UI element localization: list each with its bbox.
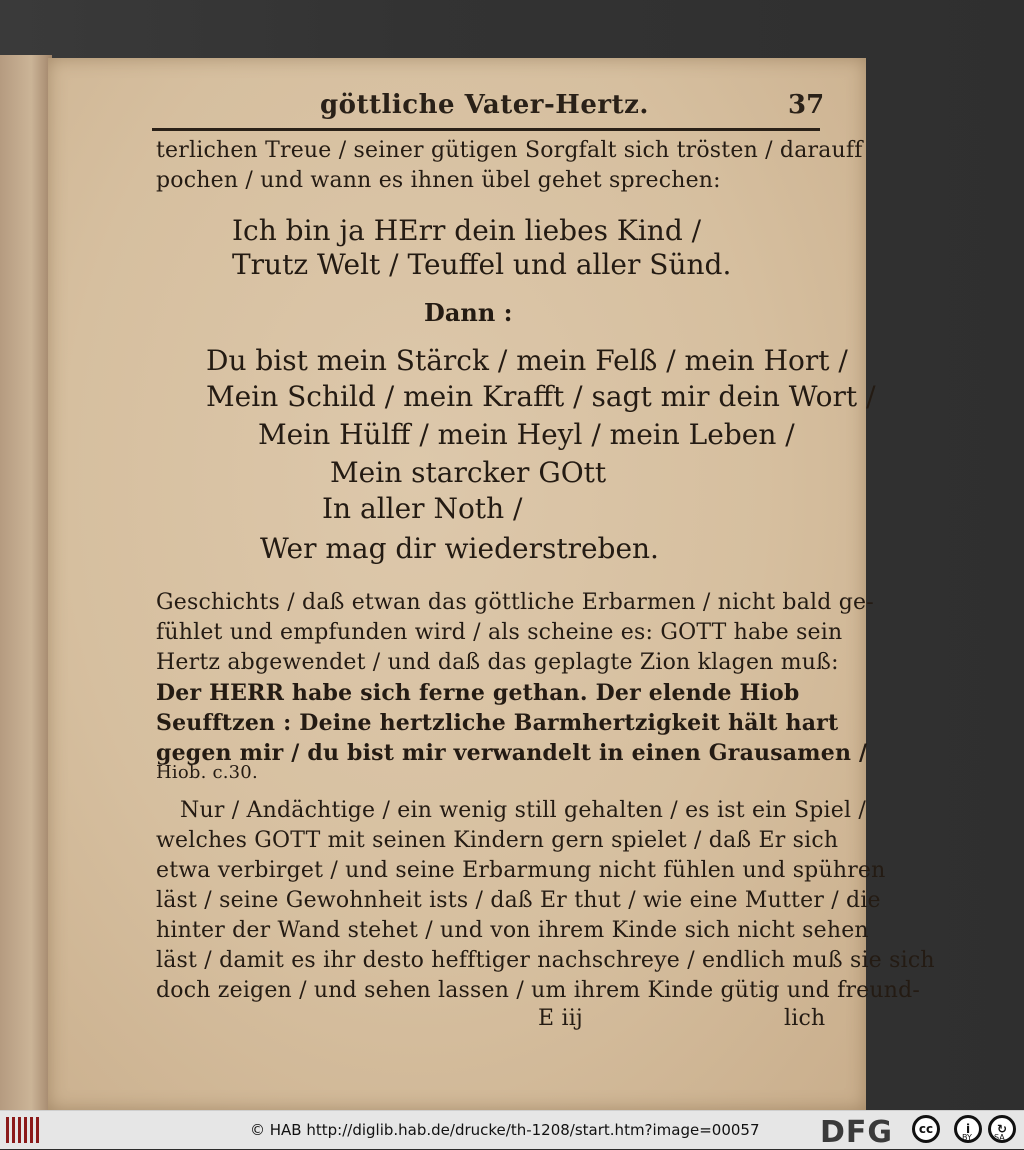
text-line: fühlet und empfunden wird / als scheine es: GOTT habe sein xyxy=(156,620,843,645)
sa-label: SA xyxy=(994,1133,1005,1142)
text-line: Hertz abgewendet / und daß das geplagte Zion klagen muß: xyxy=(156,650,839,675)
copyright-link[interactable]: © HAB http://diglib.hab.de/drucke/th-1208/start.htm?image=00057 xyxy=(250,1121,760,1139)
page-header xyxy=(320,90,825,124)
text-line: Nur / Andächtige / ein wenig still gehalten / es ist ein Spiel / xyxy=(180,798,867,823)
verse-line: Ich bin ja HErr dein liebes Kind / xyxy=(232,214,702,247)
text-line: terlichen Treue / seiner gütigen Sorgfalt sich trösten / darauff xyxy=(156,138,863,163)
text-line: Geschichts / daß etwan das göttliche Erbarmen / nicht bald ge- xyxy=(156,590,874,615)
text-line: pochen / und wann es ihnen übel gehet sprechen: xyxy=(156,168,721,193)
by-label: BY xyxy=(962,1133,972,1142)
dann-label: Dann : xyxy=(424,298,513,327)
catchword: lich xyxy=(784,1006,826,1031)
verse-line: Mein starcker GOtt xyxy=(330,456,607,489)
creative-commons-icon[interactable]: cc xyxy=(912,1115,940,1143)
text-line: welches GOTT mit seinen Kindern gern spielet / daß Er sich xyxy=(156,828,839,853)
verse-line: In aller Noth / xyxy=(322,492,523,525)
verse-line: Mein Schild / mein Krafft / sagt mir dein Wort / xyxy=(206,380,876,413)
text-line: hinter der Wand stehet / und von ihrem Kinde sich nicht sehen xyxy=(156,918,869,943)
verse-line: Wer mag dir wiederstreben. xyxy=(260,532,659,565)
verse-line: Trutz Welt / Teuffel und aller Sünd. xyxy=(232,248,732,281)
previous-page-edge xyxy=(0,55,52,1110)
text-line: etwa verbirget / und seine Erbarmung nicht fühlen und spühren xyxy=(156,858,886,883)
dfg-logo: DFG xyxy=(820,1115,894,1150)
share-alike-icon: ↻ xyxy=(988,1115,1016,1143)
text-line: läst / seine Gewohnheit ists / daß Er thut / wie eine Mutter / die xyxy=(156,888,881,913)
text-line: doch zeigen / und sehen lassen / um ihrem Kinde gütig und freund- xyxy=(156,978,921,1003)
attribution-icon: i xyxy=(954,1115,982,1143)
citation: Hiob. c.30. xyxy=(156,762,258,783)
text-line: läst / damit es ihr desto hefftiger nachschreye / endlich muß sie sich xyxy=(156,948,935,973)
barcode-icon xyxy=(6,1117,40,1143)
signature-mark: E iij xyxy=(538,1006,583,1031)
running-head: göttliche Vater-Hertz. xyxy=(320,90,649,120)
footer-bar xyxy=(0,1110,1024,1149)
header-rule xyxy=(152,128,820,131)
text-line: Seufftzen : Deine hertzliche Barmhertzigkeit hält hart xyxy=(156,710,839,736)
text-line: Der HERR habe sich ferne gethan. Der elende Hiob xyxy=(156,680,800,706)
verse-line: Mein Hülff / mein Heyl / mein Leben / xyxy=(258,418,795,451)
verse-line: Du bist mein Stärck / mein Felß / mein Hort / xyxy=(206,344,848,377)
page-number: 37 xyxy=(788,90,825,120)
text-line: gegen mir / du bist mir verwandelt in einen Grausamen / xyxy=(156,740,868,766)
